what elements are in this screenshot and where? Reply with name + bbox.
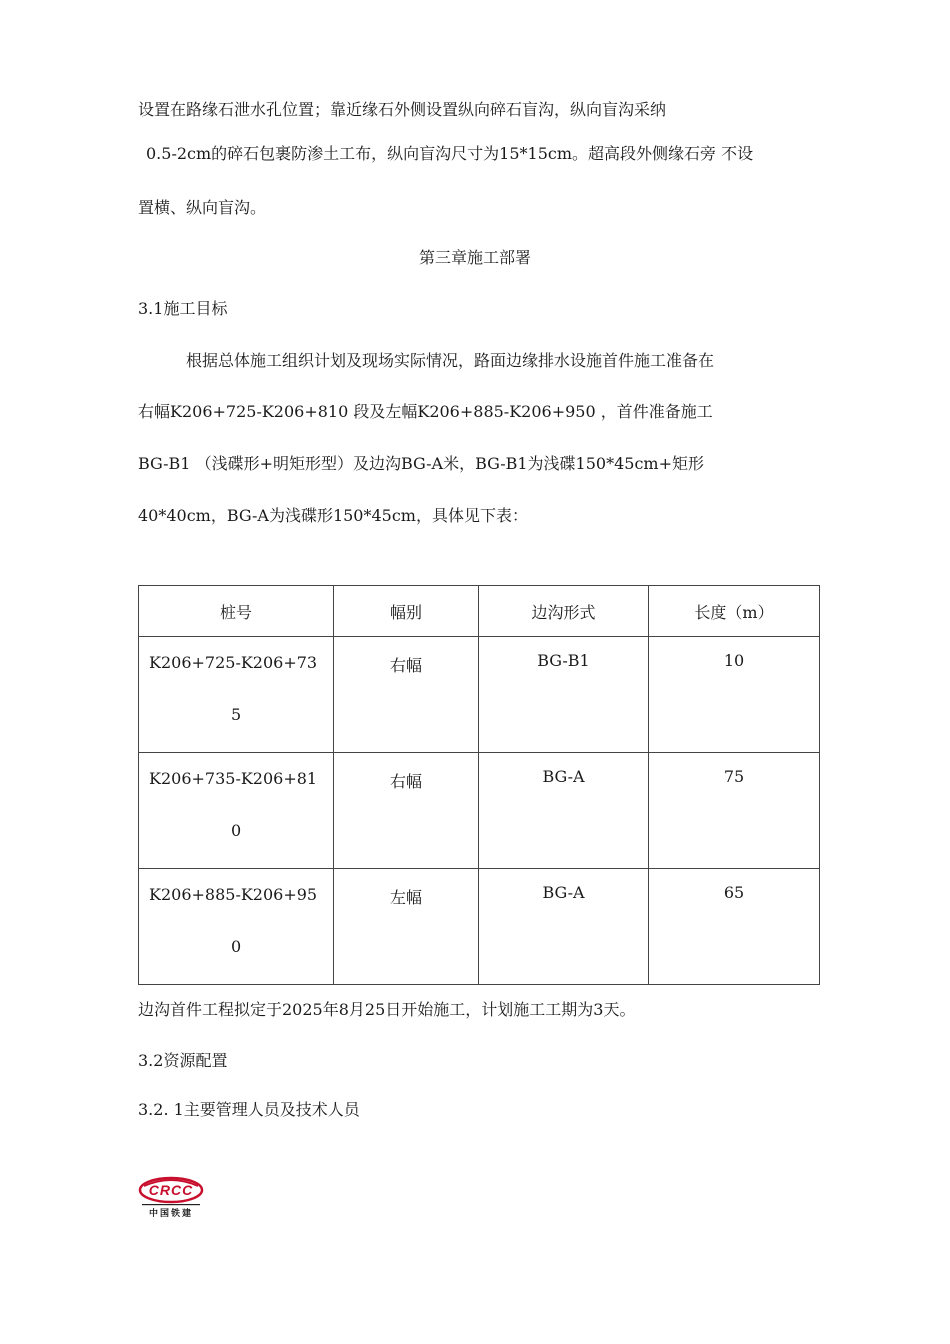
header-side: 幅别 (334, 586, 479, 637)
side-value: 左幅 (389, 888, 422, 907)
svg-text:中国铁建: 中国铁建 (148, 1209, 194, 1219)
station-cell (139, 869, 334, 985)
station-line-1: K206+885-K206+95 (149, 885, 318, 904)
station-line-1: K206+735-K206+81 (149, 769, 318, 788)
paragraph-2-line-3: BG-B1 （浅碟形+明矩形型）及边沟BG-A米，BG-B1为浅碟150*45cm+矩形 (138, 454, 704, 473)
paragraph-1-line-2: 0.5-2cm的碎石包裹防渗土工布，纵向盲沟尺寸为15*15cm。超高段外侧缘石旁 不设 (146, 144, 754, 163)
chapter-title: 第三章施工部署 (418, 248, 531, 267)
paragraph-1-line-1: 设置在路缘石泄水孔位置；靠近缘石外侧设置纵向碎石盲沟，纵向盲沟采纳 (138, 100, 667, 119)
table-row (139, 753, 820, 869)
station-cell (139, 753, 334, 869)
paragraph-2-line-4: 40*40cm，BG-A为浅碟形150*45cm，具体见下表： (138, 506, 528, 525)
length-value: 10 (723, 651, 745, 670)
table-row (139, 869, 820, 985)
header-ditch-form: 边沟形式 (479, 586, 649, 637)
side-value: 右幅 (389, 772, 422, 791)
ditch-spec-table (138, 585, 820, 985)
section-heading-3-2: 3.2资源配置 (138, 1051, 228, 1070)
length-cell (649, 753, 820, 869)
form-value: BG-A (542, 767, 585, 786)
length-cell (649, 637, 820, 753)
station-line-1: K206+725-K206+73 (149, 653, 318, 672)
form-cell (479, 753, 649, 869)
form-cell (479, 869, 649, 985)
station-line-2: 0 (231, 937, 242, 956)
svg-text:CRCC: CRCC (148, 1182, 194, 1198)
station-line-2: 0 (231, 821, 242, 840)
paragraph-2-line-2: 右幅K206+725-K206+810 段及左幅K206+885-K206+950 ，首件准备施工 (138, 402, 713, 421)
header-length: 长度（m） (649, 586, 820, 637)
paragraph-3: 边沟首件工程拟定于2025年8月25日开始施工，计划施工工期为3天。 (138, 1000, 636, 1019)
form-value: BG-A (542, 883, 585, 902)
header-station: 桩号 (139, 586, 334, 637)
station-cell (139, 637, 334, 753)
form-value: BG-B1 (537, 651, 590, 670)
section-heading-3-1: 3.1施工目标 (138, 299, 228, 318)
side-cell (334, 869, 479, 985)
table-header-row (139, 586, 820, 637)
length-value: 75 (723, 767, 745, 786)
length-value: 65 (723, 883, 745, 902)
side-value: 右幅 (389, 656, 422, 675)
table-row (139, 637, 820, 753)
side-cell (334, 637, 479, 753)
section-heading-3-2-1: 3.2. 1主要管理人员及技术人员 (138, 1100, 360, 1119)
crcc-logo-icon (138, 1174, 204, 1220)
form-cell (479, 637, 649, 753)
side-cell (334, 753, 479, 869)
crcc-logo (138, 1174, 204, 1220)
paragraph-2-line-1: 根据总体施工组织计划及现场实际情况，路面边缘排水设施首件施工准备在 (186, 351, 715, 370)
paragraph-1-line-3: 置横、纵向盲沟。 (138, 198, 267, 217)
length-cell (649, 869, 820, 985)
station-line-2: 5 (231, 705, 242, 724)
